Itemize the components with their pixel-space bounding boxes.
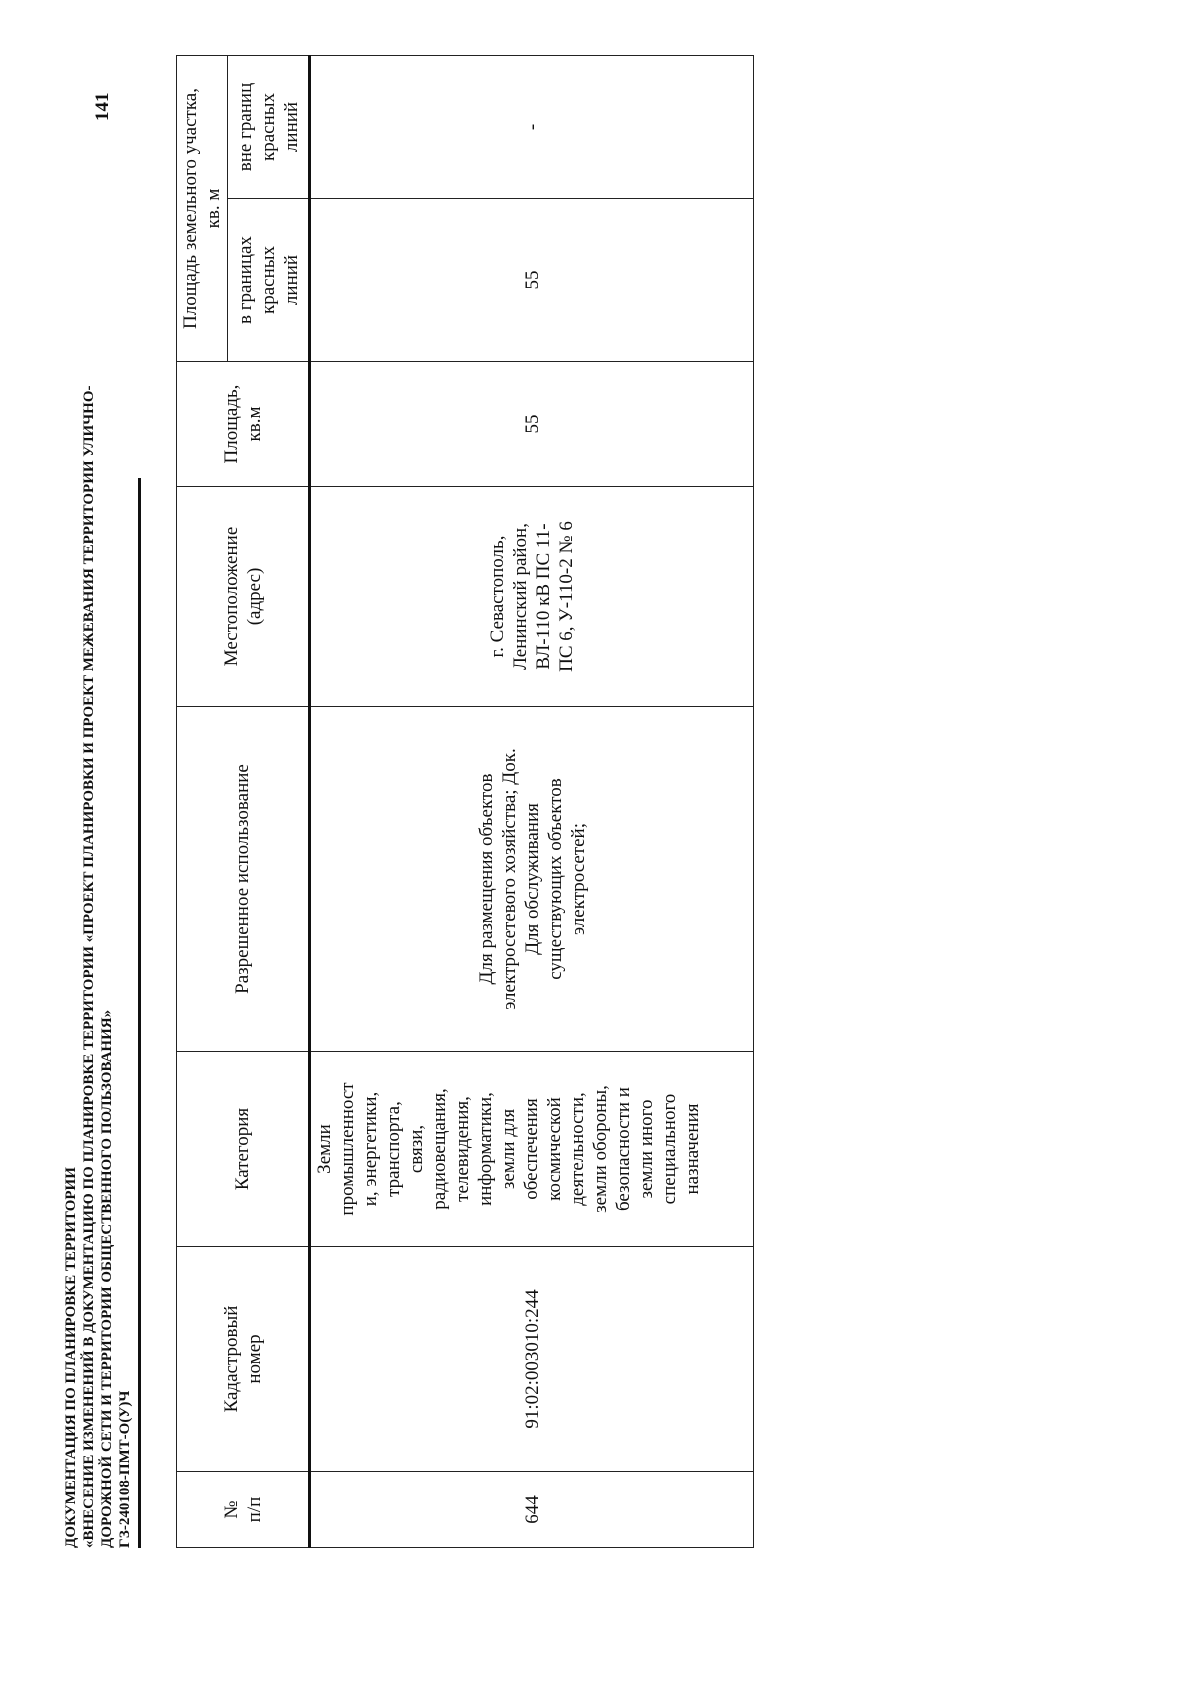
land-plot-table [176, 55, 754, 1548]
cell-location: г. Севастополь, Ленинский район, ВЛ-110 кВ ПС 11- ПС 6, У-110-2 № 6 [310, 487, 754, 707]
header-outside-red-lines: вне границ красных линий [228, 56, 310, 199]
header-line-3: ДОРОЖНОЙ СЕТИ И ТЕРРИТОРИИ ОБЩЕСТВЕННОГО ПОЛЬЗОВАНИЯ» [99, 1009, 115, 1548]
document-header [62, 248, 134, 1548]
cell-category: Земли промышленност и, энергетики, транспорта, связи, радиовещания, телевидения, информатики, земли для обеспечения космической деятельности, земли обороны, безопасности и земли иного специального назначения [310, 1052, 754, 1247]
cell-outside-red-lines: - [310, 56, 754, 199]
header-cadastral: Кадастровый номер [177, 1247, 310, 1472]
header-location: Местоположение (адрес) [177, 487, 310, 707]
header-area: Площадь, кв.м [177, 362, 310, 487]
header-line-2: «ВНЕСЕНИЕ ИЗМЕНЕНИЙ В ДОКУМЕНТАЦИЮ ПО ПЛАНИРОВКЕ ТЕРРИТОРИИ «ПРОЕКТ ПЛАНИРОВКИ И ПРОЕКТ МЕЖЕВАНИЯ ТЕРРИТОРИИ УЛИЧНО- [81, 385, 97, 1548]
header-num: № п/п [177, 1472, 310, 1548]
header-line-1: ДОКУМЕНТАЦИЯ ПО ПЛАНИРОВКЕ ТЕРРИТОРИИ [63, 1167, 79, 1548]
table-row [310, 56, 754, 1548]
page-number: 141 [92, 92, 113, 121]
header-inside-red-lines: в границах красных линий [228, 199, 310, 362]
cell-usage: Для размещения объектов электросетевого хозяйства; Док. Для обслуживания существующих объектов электросетей; [310, 707, 754, 1052]
cell-num: 644 [310, 1472, 754, 1548]
header-line-4: ГЗ-240108-ПМТ-О(У)Ч [117, 1390, 133, 1548]
header-usage: Разрешенное использование [177, 707, 310, 1052]
header-plot-area: Площадь земельного участка, кв. м [177, 56, 228, 362]
cell-area: 55 [310, 362, 754, 487]
cell-inside-red-lines: 55 [310, 199, 754, 362]
header-divider [138, 478, 141, 1548]
cell-cadastral: 91:02:003010:244 [310, 1247, 754, 1472]
header-category: Категория [177, 1052, 310, 1247]
